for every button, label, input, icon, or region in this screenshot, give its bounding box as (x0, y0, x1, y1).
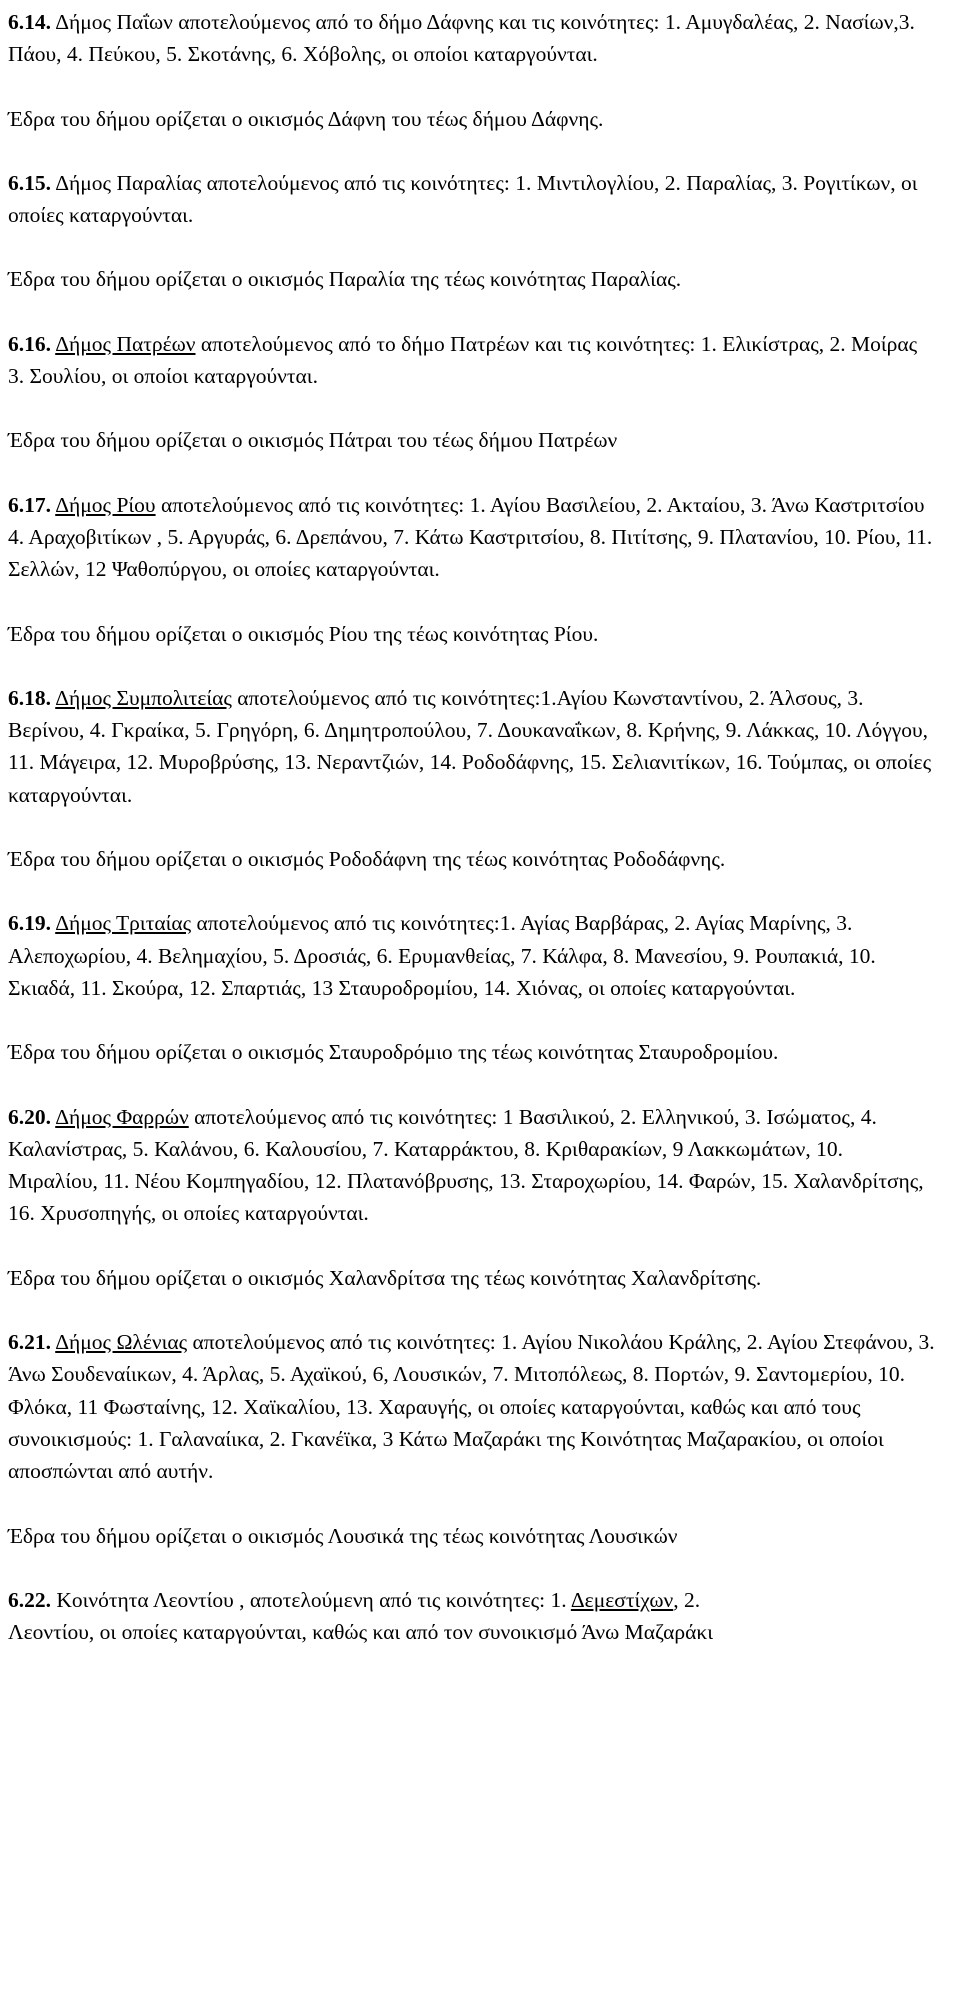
municipality-name: Δήμος Ρίου (55, 492, 156, 517)
entry-number: 6.14. (8, 10, 51, 34)
entry-6-14 (8, 6, 936, 135)
municipality-name: Δήμος Συμπολιτείας (55, 685, 232, 710)
entry-text: αποτελούμενος από το δήμο Πατρέων και τις κοινότητες: 1. Ελικίστρας, 2. Μοίρας 3. Σουλίου, οι οποίοι καταργούνται. (8, 331, 918, 389)
entry-body (8, 1101, 936, 1230)
entry-number: 6.16. (8, 331, 51, 356)
entry-6-20 (8, 1101, 936, 1294)
entry-body-continued: Λεοντίου, οι οποίες καταργούνται, καθώς και από τον συνοικισμό Άνω Μαζαράκι (8, 1620, 713, 1645)
entry-seat: Έδρα του δήμου ορίζεται ο οικισμός Λουσικά της τέως κοινότητας Λουσικών (8, 1523, 678, 1548)
entry-seat: Έδρα του δήμου ορίζεται ο οικισμός Σταυροδρόμιο της τέως κοινότητας Σταυροδρομίου. (8, 1040, 779, 1065)
entry-6-21 (8, 1326, 936, 1552)
entry-body (8, 1326, 936, 1487)
entry-body (8, 328, 936, 393)
entry-number: 6.21. (8, 1330, 51, 1355)
entry-6-17 (8, 489, 936, 650)
entry-number: 6.17. (8, 492, 51, 517)
entry-body (8, 489, 936, 586)
entry-text: Δήμος Παΐων αποτελούμενος από το δήμο Δάφνης και τις κοινότητες: 1. Αμυγδαλέας, 2. Νασίων,3. Πάου, 4. Πεύκου, 5. Σκοτάνης, 6. Χόβολης, οι οποίοι καταργούνται. (8, 10, 915, 67)
entry-number: 6.15. (8, 170, 51, 195)
entry-body (8, 167, 936, 232)
entry-body (8, 907, 936, 1004)
entry-6-16 (8, 328, 936, 457)
entry-number: 6.20. (8, 1104, 51, 1129)
entry-seat: Έδρα του δήμου ορίζεται ο οικισμός Ρίου της τέως κοινότητας Ρίου. (8, 621, 599, 646)
entry-text: αποτελούμενος από τις κοινότητες: 1. Αγίου Βασιλείου, 2. Ακταίου, 3. Άνω Καστριτσίου 4. Αραχοβιτίκων , 5. Αργυράς, 6. Δρεπάνου, 7. Κάτω Καστριτσίου, 8. Πιτίτσης, 9. Πλατανίου, 10. Ρίου, 11. Σελλών, 12 Ψαθοπύργου, οι οποίες καταργούνται. (8, 492, 933, 582)
entry-body (8, 1584, 936, 1616)
entry-text: αποτελούμενος από τις κοινότητες:1. Αγίας Βαρβάρας, 2. Αγίας Μαρίνης, 3. Αλεποχωρίου, 4. Βελημαχίου, 5. Δροσιάς, 6. Ερυμανθείας, 7. Κάλφα, 8. Μανεσίου, 9. Ρουπακιά, 10. Σκιαδά, 11. Σκούρα, 12. Σπαρτιάς, 13 Σταυροδρομίου, 14. Χιόνας, οι οποίες καταργούνται. (8, 911, 876, 1000)
entry-text: αποτελούμενος από τις κοινότητες: 1 Βασιλικού, 2. Ελληνικού, 3. Ισώματος, 4. Καλανίστρας, 5. Καλάνου, 6. Καλουσίου, 7. Καταρράκτου, 8. Κριθαρακίων, 9 Λακκωμάτων, 10. Μιραλίου, 11. Νέου Κομπηγαδίου, 12. Πλατανόβρυσης, 13. Σταροχωρίου, 14. Φαρών, 15. Χαλανδρίτσης, 16. Χρυσοπηγής, οι οποίες καταργούνται. (8, 1104, 924, 1226)
entry-text: Δήμος Παραλίας αποτελούμενος από τις κοινότητες: 1. Μιντιλογλίου, 2. Παραλίας, 3. Ρογιτίκων, οι οποίες καταργούνται. (8, 170, 918, 228)
entry-body (8, 682, 936, 811)
entry-seat: Έδρα του δήμου ορίζεται ο οικισμός Ροδοδάφνη της τέως κοινότητας Ροδοδάφνης. (8, 847, 726, 872)
municipality-name: Δήμος Τριταίας (55, 911, 192, 936)
entry-seat: Έδρα του δήμου ορίζεται ο οικισμός Παραλία της τέως κοινότητας Παραλίας. (8, 267, 682, 292)
municipality-name: Δήμος Πατρέων (55, 331, 196, 356)
municipality-name: Δήμος Φαρρών (55, 1104, 189, 1129)
entry-text: Κοινότητα Λεοντίου , αποτελούμενη από τις κοινότητες: 1. (56, 1587, 567, 1612)
entry-number: 6.18. (8, 685, 51, 710)
entry-text: , 2. (673, 1587, 701, 1612)
community-name: Δεμεστίχων (570, 1587, 674, 1612)
entry-seat: Έδρα του δήμου ορίζεται ο οικισμός Δάφνη του τέως δήμου Δάφνης. (8, 106, 604, 131)
entry-seat: Έδρα του δήμου ορίζεται ο οικισμός Χαλανδρίτσα της τέως κοινότητας Χαλανδρίτσης. (8, 1265, 762, 1290)
entry-6-18 (8, 682, 936, 875)
entry-text: αποτελούμενος από τις κοινότητες: 1. Αγίου Νικολάου Κράλης, 2. Αγίου Στεφάνου, 3. Άνω Σουδεναίικων, 4. Άρλας, 5. Αχαϊκού, 6, Λουσικών, 7. Μιτοπόλεως, 8. Πορτών, 9. Σαντομερίου, 10. Φλόκα, 11 Φωσταίνης, 12. Χαϊκαλίου, 13. Χαραυγής, οι οποίες καταργούνται, καθώς και από τους συνοικισμούς: 1. Γαλαναίικα, 2. Γκανέϊκα, 3 Κάτω Μαζαράκι της Κοινότητας Μαζαρακίου, οι οποίοι αποσπώνται από αυτήν. (8, 1330, 935, 1484)
entry-body (8, 6, 936, 71)
entry-6-22 (8, 1584, 936, 1649)
entry-text: αποτελούμενος από τις κοινότητες:1.Αγίου Κωνσταντίνου, 2. Άλσους, 3. Βερίνου, 4. Γκραίκα, 5. Γρηγόρη, 6. Δημητροπούλου, 7. Δουκαναΐκων, 8. Κρήνης, 9. Λάκκας, 10. Λόγγου, 11. Μάγειρα, 12. Μυροβρύσης, 13. Νεραντζιών, 14. Ροδοδάφνης, 15. Σελιανιτίκων, 16. Τούμπας, οι οποίες καταργούνται. (8, 685, 932, 807)
entry-number: 6.22. (8, 1587, 51, 1612)
entry-seat: Έδρα του δήμου ορίζεται ο οικισμός Πάτραι του τέως δήμου Πατρέων (8, 428, 618, 453)
entry-6-19 (8, 907, 936, 1068)
entry-number: 6.19. (8, 911, 51, 936)
entry-6-15 (8, 167, 936, 296)
municipality-name: Δήμος Ωλένιας (55, 1330, 188, 1355)
